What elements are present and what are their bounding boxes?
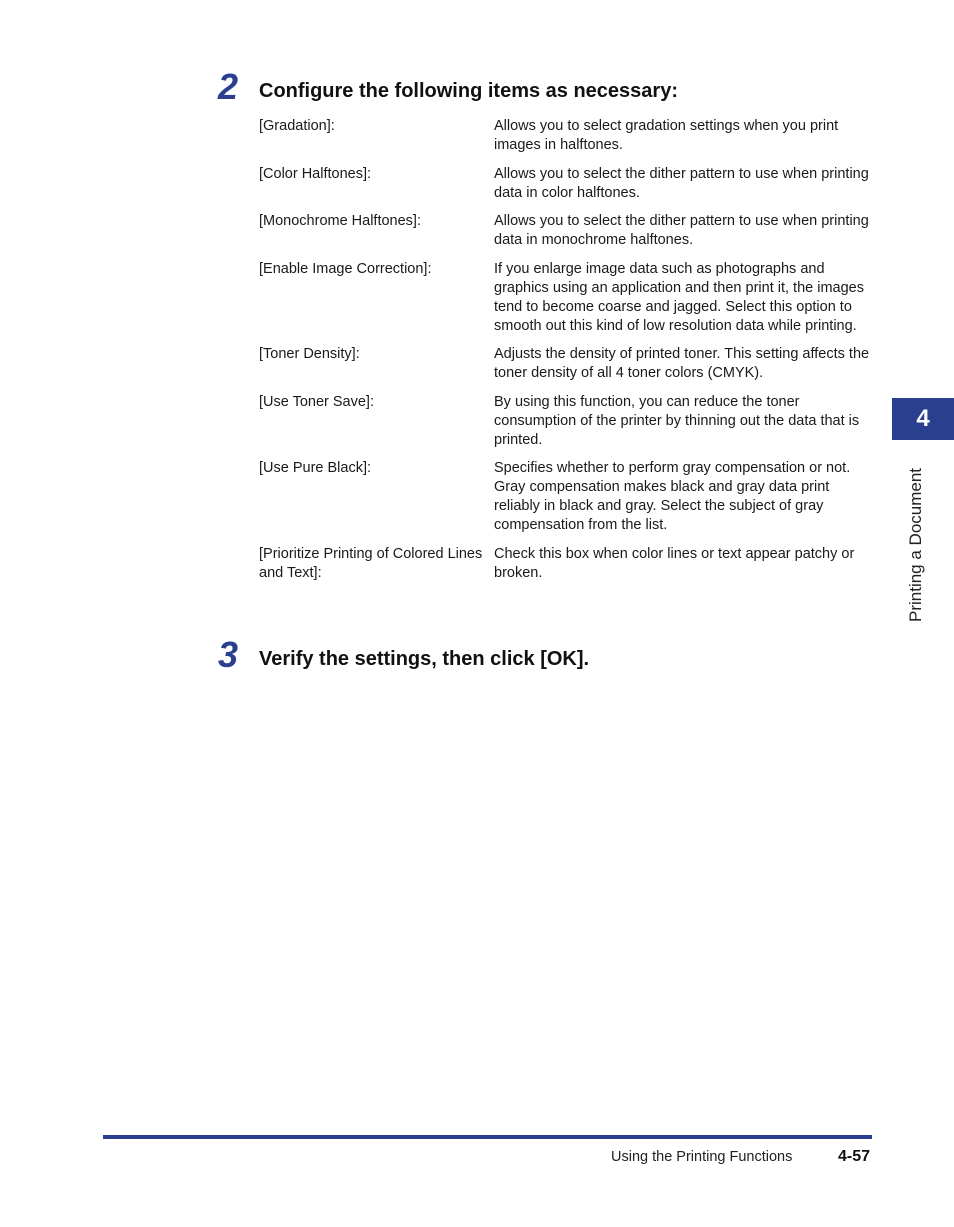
setting-term: [Enable Image Correction]: — [259, 260, 432, 277]
settings-row — [259, 165, 879, 203]
step-number: 3 — [218, 634, 239, 675]
settings-row — [259, 545, 879, 583]
step-number: 2 — [218, 66, 239, 107]
settings-row — [259, 117, 879, 155]
setting-term: [Monochrome Halftones]: — [259, 213, 421, 229]
setting-description: Specifies whether to perform gray compensation or not. Gray compensation makes black and gray data print reliably in black and gray. Select the subject of gray compensation from the list. — [494, 460, 851, 533]
settings-row — [259, 345, 879, 383]
setting-description: Adjusts the density of printed toner. This setting affects the toner density of all 4 toner colors (CMYK). — [494, 346, 870, 381]
setting-description: By using this function, you can reduce the toner consumption of the printer by thinning out the data that is printed. — [494, 393, 860, 448]
chapter-tab: 4 — [892, 398, 954, 440]
page-number: 4-57 — [838, 1148, 871, 1165]
settings-row — [259, 459, 879, 535]
setting-term: [Gradation]: — [259, 118, 335, 134]
settings-row — [259, 212, 879, 250]
setting-description: If you enlarge image data such as photographs and graphics using an application and then print it, the images tend to become coarse and jagged. Select this option to smooth out this kind of low resolution data while printing. — [494, 260, 864, 334]
setting-description: Check this box when color lines or text appear patchy or broken. — [494, 545, 855, 581]
setting-term: [Toner Density]: — [259, 346, 360, 362]
setting-term: [Use Toner Save]: — [259, 393, 374, 410]
settings-list — [259, 117, 879, 592]
step-title: Verify the settings, then click [OK]. — [259, 648, 590, 670]
setting-term: [Use Pure Black]: — [259, 460, 372, 476]
setting-description: Allows you to select gradation settings when you print images in halftones. — [494, 118, 839, 153]
footer-divider — [103, 1135, 872, 1139]
setting-description: Allows you to select the dither pattern to use when printing data in monochrome halftones. — [494, 213, 869, 248]
settings-row — [259, 260, 879, 336]
settings-row — [259, 393, 879, 450]
setting-term: [Color Halftones]: — [259, 165, 372, 182]
setting-description: Allows you to select the dither pattern to use when printing data in color halftones. — [494, 165, 869, 201]
step-title: Configure the following items as necessary: — [259, 80, 678, 102]
setting-term: [Prioritize Printing of Colored Lines and Text]: — [259, 545, 483, 581]
footer-section-title: Using the Printing Functions — [611, 1149, 793, 1165]
chapter-label: Printing a Document — [906, 467, 925, 622]
